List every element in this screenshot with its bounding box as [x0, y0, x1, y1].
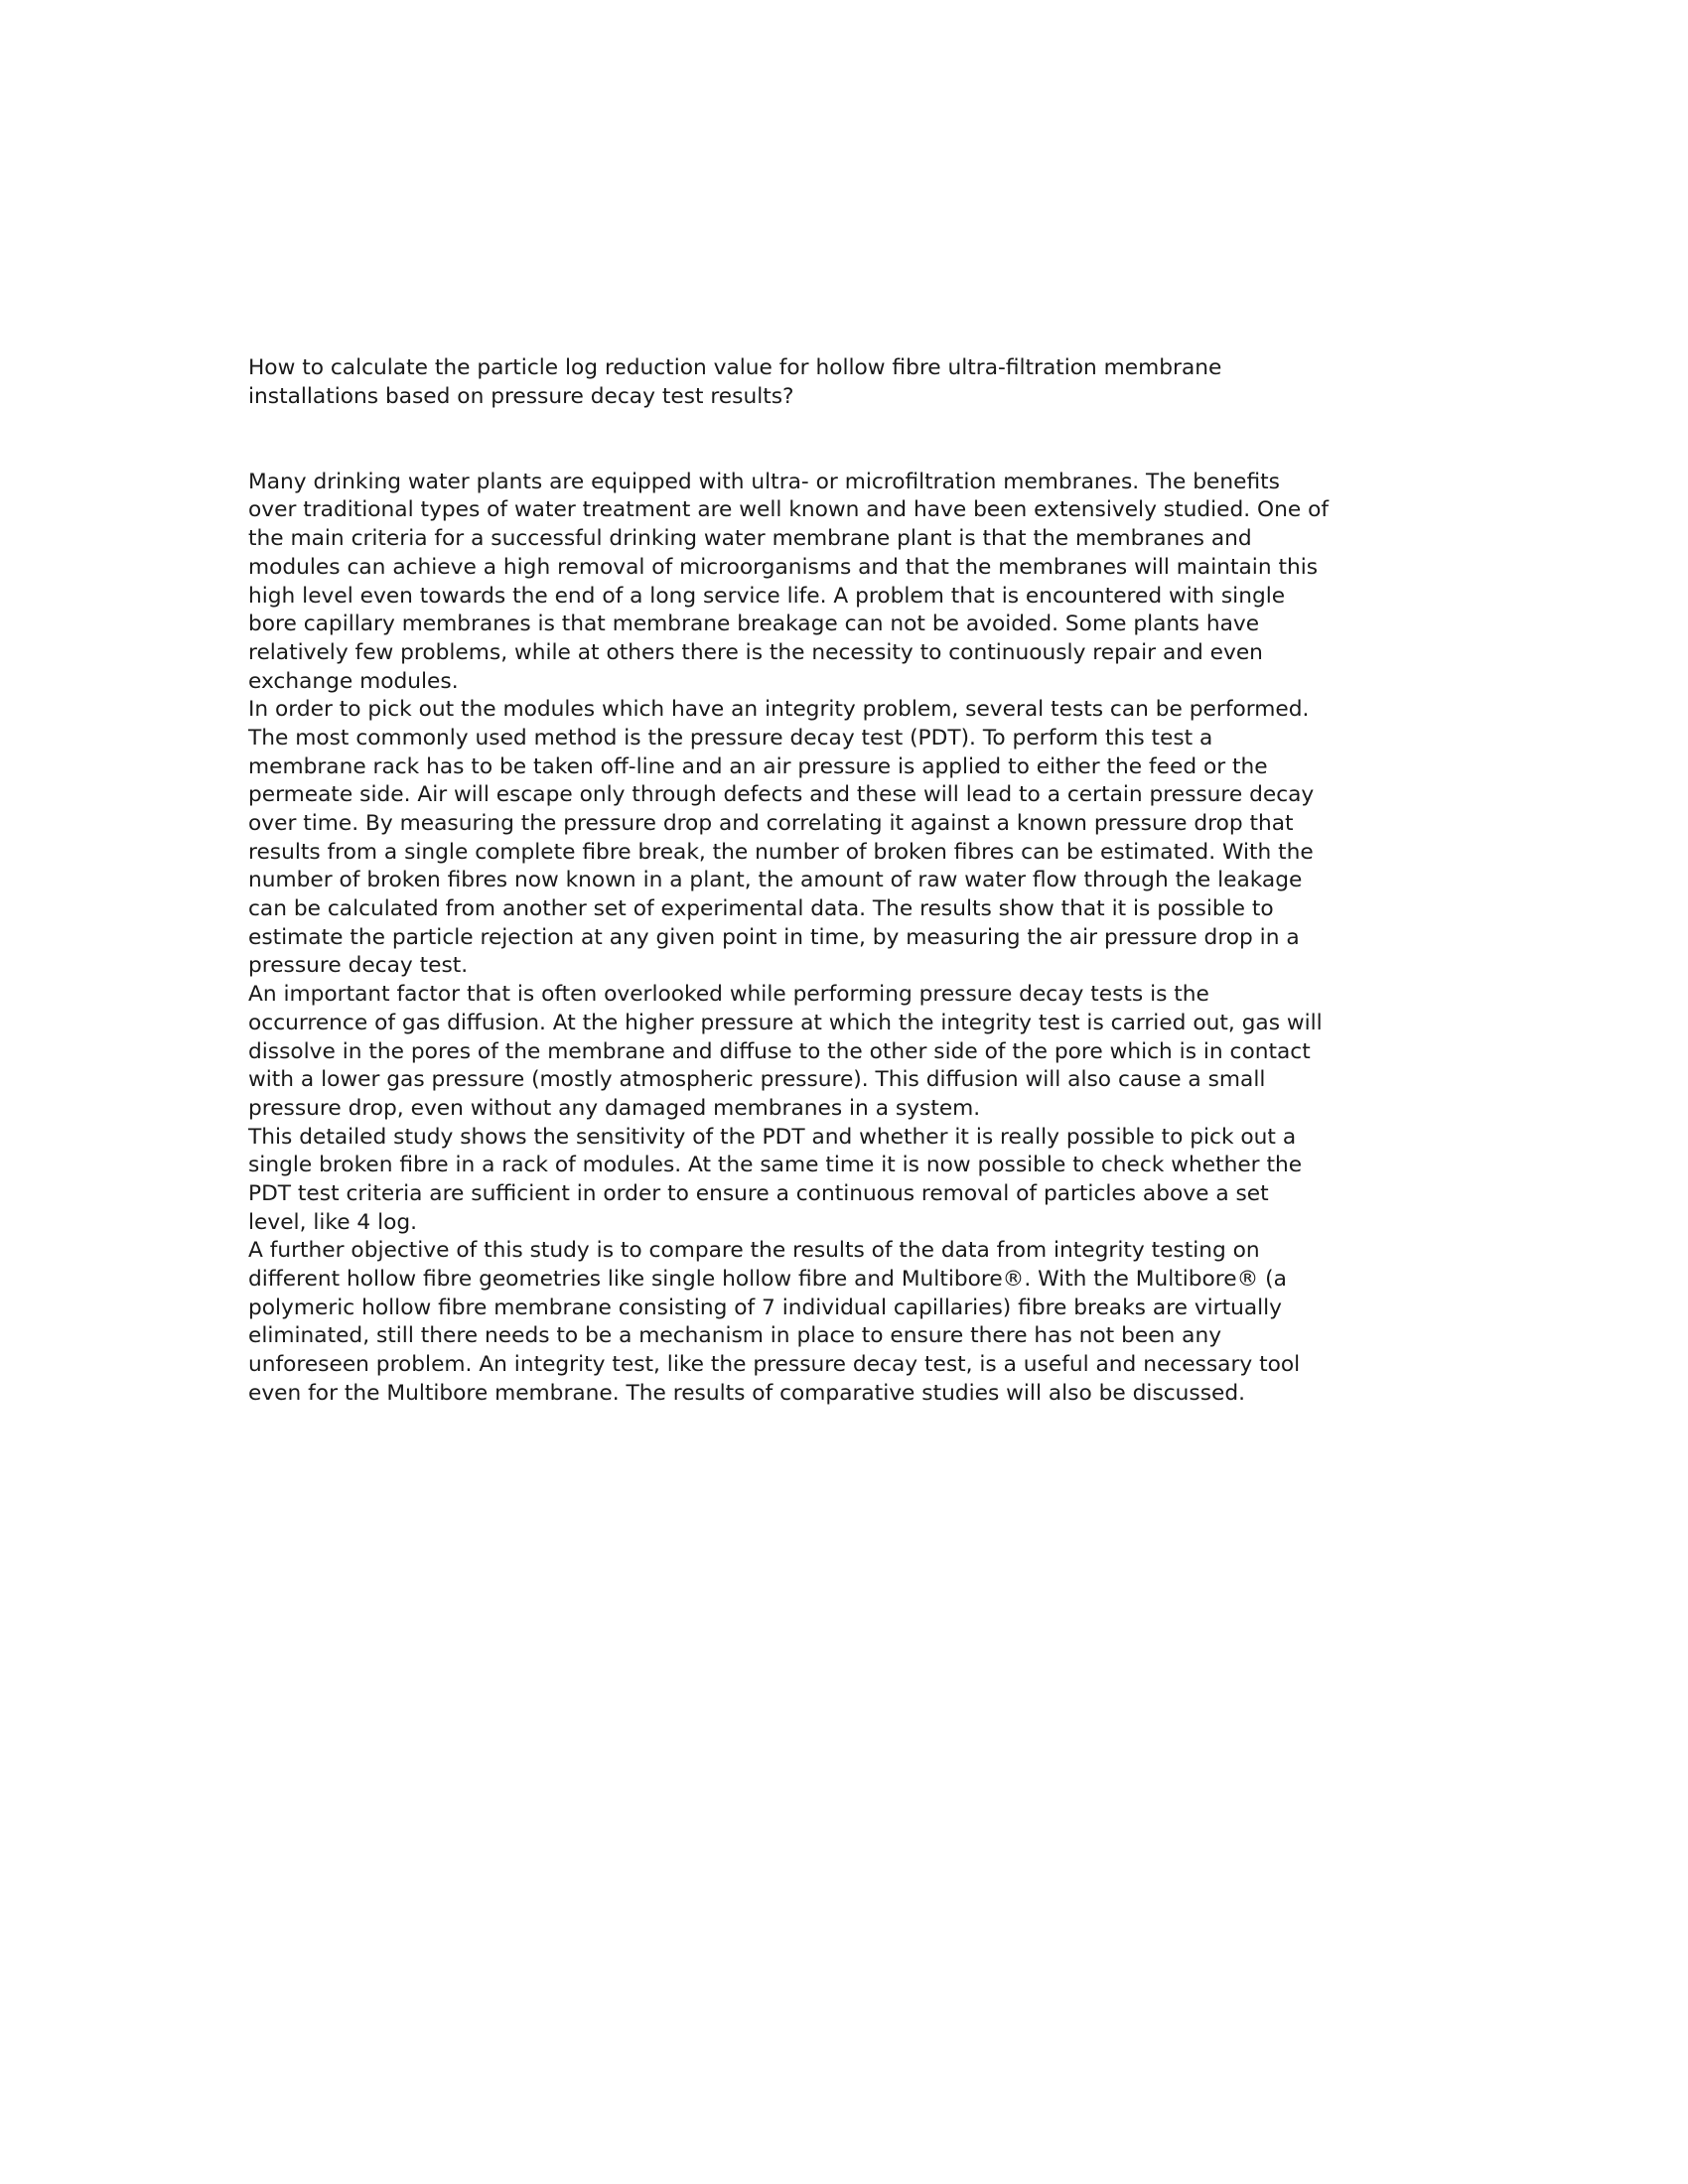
text-line: pressure decay test.	[248, 953, 469, 979]
text-line: This detailed study shows the sensitivity of the PDT and whether it is really possible to pick out a	[248, 1124, 1297, 1150]
text-line: modules can achieve a high removal of microorganisms and that the membranes will maintain this	[248, 554, 1319, 580]
text-line: over time. By measuring the pressure drop and correlating it against a known pressure drop that	[248, 811, 1294, 837]
text-line: high level even towards the end of a long service life. A problem that is encountered with single	[248, 583, 1286, 609]
text-line: In order to pick out the modules which have an integrity problem, several tests can be performed.	[248, 697, 1310, 723]
document-title	[248, 354, 1455, 411]
text-line: the main criteria for a successful drinking water membrane plant is that the membranes and	[248, 526, 1252, 552]
text-line: exchange modules.	[248, 668, 459, 694]
text-line: different hollow fibre geometries like single hollow fibre and Multibore®. With the Multibore® (a	[248, 1267, 1287, 1293]
text-line: dissolve in the pores of the membrane and diffuse to the other side of the pore which is in contact	[248, 1038, 1311, 1064]
text-line: A further objective of this study is to compare the results of the data from integrity testing on	[248, 1238, 1260, 1264]
paragraph	[248, 1237, 1455, 1408]
text-line: occurrence of gas diffusion. At the higher pressure at which the integrity test is carried out, gas will	[248, 1010, 1323, 1035]
text-line: single broken fibre in a rack of modules. At the same time it is now possible to check whether the	[248, 1153, 1303, 1178]
text-line: permeate side. Air will escape only through defects and these will lead to a certain pressure decay	[248, 782, 1315, 808]
text-line: estimate the particle rejection at any given point in time, by measuring the air pressure drop in a	[248, 924, 1300, 950]
text-line: level, like 4 log.	[248, 1209, 418, 1235]
text-line: eliminated, still there needs to be a mechanism in place to ensure there has not been any	[248, 1323, 1222, 1349]
text-line: results from a single complete fibre break, the number of broken fibres can be estimated. With the	[248, 839, 1314, 865]
paragraph	[248, 469, 1455, 697]
text-line: with a lower gas pressure (mostly atmospheric pressure). This diffusion will also cause a small	[248, 1067, 1266, 1093]
text-line: even for the Multibore membrane. The results of comparative studies will also be discussed.	[248, 1380, 1246, 1406]
document-text	[248, 354, 1455, 1408]
text-line: bore capillary membranes is that membrane breakage can not be avoided. Some plants have	[248, 612, 1260, 637]
paragraph	[248, 1124, 1455, 1238]
text-line: number of broken fibres now known in a plant, the amount of raw water flow through the leakage	[248, 868, 1303, 893]
text-line: membrane rack has to be taken off-line and an air pressure is applied to either the feed or the	[248, 753, 1268, 779]
text-line: polymeric hollow fibre membrane consisting of 7 individual capillaries) fibre breaks are virtually	[248, 1295, 1283, 1320]
text-line: unforeseen problem. An integrity test, like the pressure decay test, is a useful and necessary tool	[248, 1352, 1301, 1378]
text-line: How to calculate the particle log reduction value for hollow fibre ultra-filtration membrane	[248, 355, 1222, 380]
text-line: relatively few problems, while at others there is the necessity to continuously repair and even	[248, 639, 1263, 665]
text-line: Many drinking water plants are equipped with ultra- or microfiltration membranes. The benefits	[248, 469, 1280, 494]
text-line: pressure drop, even without any damaged membranes in a system.	[248, 1095, 981, 1121]
text-line: over traditional types of water treatment are well known and have been extensively studied. One of	[248, 497, 1329, 523]
text-line: can be calculated from another set of experimental data. The results show that it is possible to	[248, 896, 1274, 922]
text-line: An important factor that is often overlooked while performing pressure decay tests is the	[248, 982, 1209, 1008]
text-line: The most commonly used method is the pressure decay test (PDT). To perform this test a	[248, 725, 1213, 751]
document-paragraphs	[248, 469, 1455, 1409]
text-line: PDT test criteria are sufficient in order to ensure a continuous removal of particles above a set	[248, 1180, 1269, 1206]
paragraph	[248, 696, 1455, 981]
paragraph	[248, 981, 1455, 1123]
text-line: installations based on pressure decay test results?	[248, 383, 794, 409]
